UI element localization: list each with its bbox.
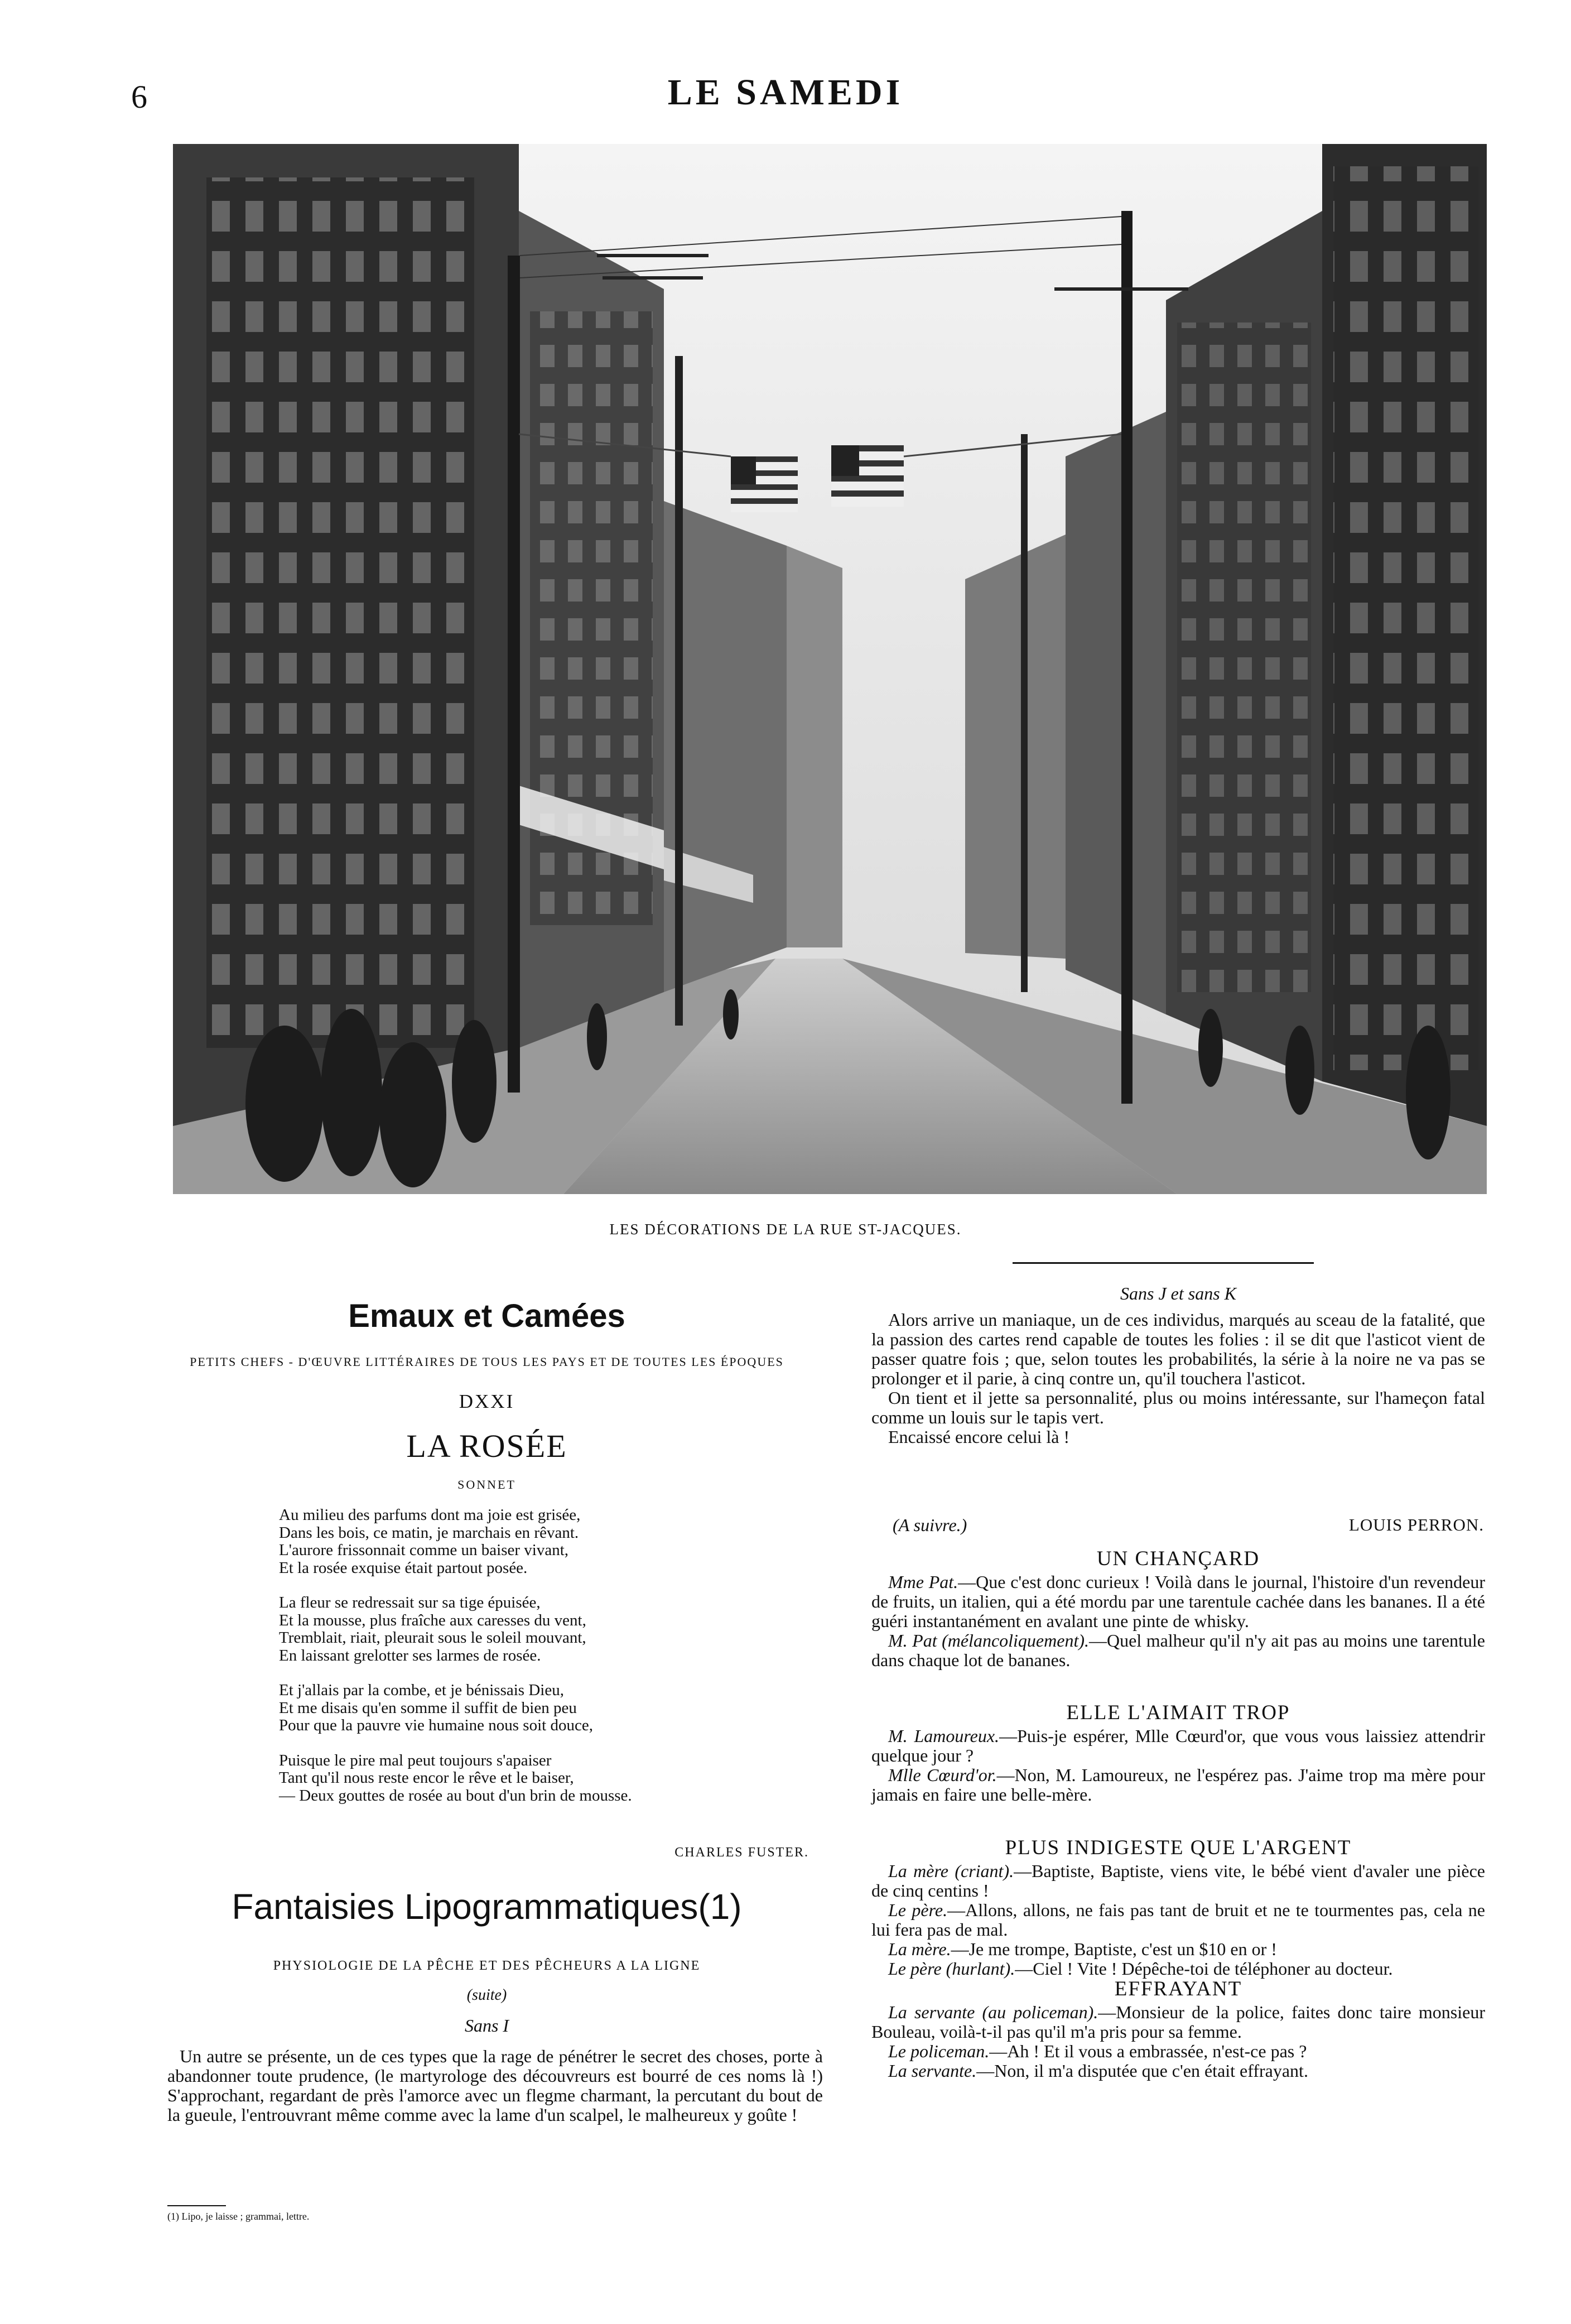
article-paragraph: Encaissé encore celui là !	[888, 1427, 1070, 1447]
speaker: Le père.	[888, 1900, 948, 1920]
section-heading: Sans I	[464, 2015, 509, 2036]
column-subtitle: PETITS CHEFS - D'ŒUVRE LITTÉRAIRES DE TOUS LES PAYS ET DE TOUTES LES ÉPOQUES	[190, 1355, 784, 1369]
stanza	[279, 1752, 837, 1805]
poem-line: Puisque le pire mal peut toujours s'apaiser	[279, 1751, 552, 1769]
dialogue-line	[871, 1940, 1485, 1959]
footnote-divider	[167, 2205, 226, 2206]
article-suite-label: (suite)	[466, 1986, 507, 2004]
dialogue-line	[871, 1861, 1485, 1900]
dialogue-text: —Je me trompe, Baptiste, c'est un $10 en or !	[951, 1939, 1277, 1959]
poem-line: Tant qu'il nous reste encor le rêve et le baiser,	[279, 1769, 574, 1787]
dialogue-line	[871, 1726, 1485, 1765]
dialogue-text: —Ah ! Et il vous a embrassée, n'est-ce pas ?	[989, 2041, 1307, 2061]
poem-line: — Deux gouttes de rosée au bout d'un brin de mousse.	[279, 1786, 632, 1805]
sketch-body	[871, 1861, 1485, 1979]
dialogue-line	[871, 1765, 1485, 1805]
poem-line: Pour que la pauvre vie humaine nous soit douce,	[279, 1716, 593, 1734]
speaker: La servante.	[888, 2061, 977, 2081]
poem-line: Et la rosée exquise était partout posée.	[279, 1558, 528, 1577]
dialogue-text: —Allons, allons, ne fais pas tant de bruit et ne te tourmentes pas, cela ne lui fera pas de mal.	[871, 1900, 1486, 1940]
sketch-body	[871, 1572, 1485, 1670]
page-number: 6	[131, 79, 147, 115]
speaker: La mère (criant).	[888, 1861, 1014, 1881]
street-photograph	[173, 144, 1487, 1194]
dialogue-line	[871, 2042, 1485, 2061]
sketch-title: ELLE L'AIMAIT TROP	[1066, 1701, 1290, 1724]
dialogue-line	[871, 1631, 1485, 1670]
section-heading: Sans J et sans K	[1120, 1283, 1236, 1303]
dialogue-line	[871, 1900, 1485, 1940]
article-paragraph: Alors arrive un maniaque, un de ces individus, marqués au sceau de la fatalité, que la passion des cartes rend capable de toutes les folies : il se dit que l'asticot vient de passer quatre fois ; que, selon toutes les probabilités, la série à la noire ne va pas se prolonger et il parie, à cinq contre un, qu'il touchera l'asticot.	[871, 1310, 1485, 1388]
article-paragraph: Un autre se présente, un de ces types que la rage de pénétrer le secret des choses, porte à abandonner toute prudence, (le martyrologe des découvreurs est bourré de ces noms là !) S'approchant, regardant de près l'amorce avec un flegme charmant, la percutant du bout de la gueule, l'entrouvrant même comme avec la lame d'un scalpel, le malheureux y goûte !	[167, 2046, 823, 2125]
item-number: DXXI	[459, 1390, 515, 1412]
continued-note: (A suivre.)	[893, 1515, 967, 1535]
speaker: Le père (hurlant).	[888, 1959, 1015, 1979]
article-author: LOUIS PERRON.	[1348, 1515, 1484, 1534]
dialogue-line	[871, 2003, 1485, 2042]
masthead: LE SAMEDI	[667, 72, 904, 113]
photo-caption: LES DÉCORATIONS DE LA RUE ST-JACQUES.	[609, 1221, 962, 1238]
poem-body	[279, 1507, 837, 1822]
poem-line: Et me disais qu'en somme il suffit de bien peu	[279, 1699, 577, 1717]
poem-line: Tremblait, riait, pleurait sous le soleil mouvant,	[279, 1629, 586, 1647]
dialogue-text: —Non, il m'a disputée que c'en était effrayant.	[976, 2061, 1308, 2081]
article-subtitle: PHYSIOLOGIE DE LA PÊCHE ET DES PÊCHEURS A LA LIGNE	[273, 1959, 701, 1973]
speaker: M. Pat (mélancoliquement).	[888, 1630, 1089, 1651]
article-paragraph: On tient et il jette sa personnalité, plus ou moins intéressante, sur l'hameçon fatal comme un louis sur le tapis vert.	[871, 1388, 1485, 1427]
dialogue-line	[871, 1959, 1485, 1979]
sketch-title: EFFRAYANT	[1114, 1977, 1242, 2000]
speaker: Mlle Cœurd'or.	[888, 1765, 997, 1785]
stanza	[279, 1682, 837, 1735]
poem-line: Et j'allais par la combe, et je bénissais Dieu,	[279, 1681, 564, 1699]
poem-line: Et la mousse, plus fraîche aux caresses du vent,	[279, 1611, 586, 1629]
dialogue-text: —Quel malheur qu'il n'y ait pas au moins une tarentule dans chaque lot de bananes.	[871, 1630, 1486, 1670]
speaker: La servante (au policeman).	[888, 2002, 1098, 2022]
footnote: (1) Lipo, je laisse ; grammai, lettre.	[167, 2211, 310, 2222]
poem-line: L'aurore frissonnait comme un baiser vivant,	[279, 1541, 569, 1559]
stanza	[279, 1594, 837, 1664]
dialogue-text: —Non, M. Lamoureux, ne l'espérez pas. J'aime trop ma mère pour jamais en faire une belle-mère.	[871, 1765, 1486, 1805]
sketch-title: PLUS INDIGESTE QUE L'ARGENT	[1005, 1836, 1352, 1859]
dialogue-text: —Que c'est donc curieux ! Voilà dans le journal, l'histoire d'un revendeur de fruits, un italien, qui a été mordu par une tarentule cachée dans les bananes. Il a été guéri instantanément en avalant une pinte de whisky.	[871, 1572, 1486, 1631]
speaker: M. Lamoureux.	[888, 1726, 1000, 1746]
stanza	[279, 1507, 837, 1577]
sketch-body	[871, 2003, 1485, 2081]
column-title: Emaux et Camées	[348, 1298, 625, 1334]
article-body	[871, 1310, 1485, 1447]
poem-line: En laissant grelotter ses larmes de rosée.	[279, 1646, 541, 1664]
divider	[1013, 1262, 1314, 1264]
poem-author: CHARLES FUSTER.	[674, 1845, 809, 1860]
sketch-title: UN CHANÇARD	[1096, 1547, 1260, 1570]
poem-line: Au milieu des parfums dont ma joie est grisée,	[279, 1506, 581, 1524]
speaker: Mme Pat.	[888, 1572, 958, 1592]
dialogue-text: —Baptiste, Baptiste, viens vite, le bébé vient d'avaler une pièce de cinq centins !	[871, 1861, 1486, 1900]
dialogue-text: —Monsieur de la police, faites donc taire monsieur Bouleau, voilà-t-il pas qu'il m'a pris pour sa femme.	[871, 2002, 1486, 2042]
poem-line: La fleur se redressait sur sa tige épuisée,	[279, 1594, 541, 1611]
dialogue-line	[871, 1572, 1485, 1631]
article-title: Fantaisies Lipogrammatiques(1)	[232, 1887, 742, 1927]
speaker: Le policeman.	[888, 2041, 990, 2061]
sketch-body	[871, 1726, 1485, 1805]
dialogue-text: —Puis-je espérer, Mlle Cœurd'or, que vous vous laissiez attendrir quelque jour ?	[871, 1726, 1486, 1765]
dialogue-line	[871, 2061, 1485, 2081]
speaker: La mère.	[888, 1939, 951, 1959]
dialogue-text: —Ciel ! Vite ! Dépêche-toi de téléphoner au docteur.	[1015, 1959, 1393, 1979]
poem-title: LA ROSÉE	[406, 1428, 567, 1464]
poem-line: Dans les bois, ce matin, je marchais en rêvant.	[279, 1523, 579, 1542]
poem-kind: SONNET	[457, 1478, 516, 1491]
